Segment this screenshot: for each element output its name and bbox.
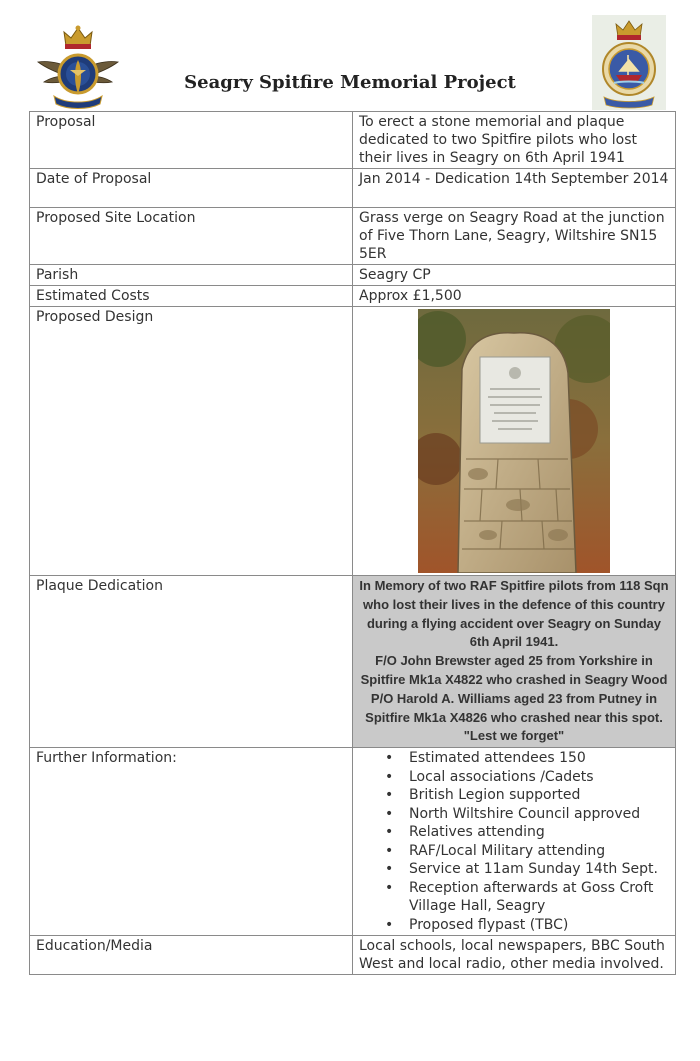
label-site-location: Proposed Site Location <box>30 208 353 265</box>
value-education-media: Local schools, local newspapers, BBC South West and local radio, other media involved. <box>353 936 676 975</box>
plaque-line: In Memory of two RAF Spitfire pilots from 118 Sqn who lost their lives in the defence of this country during a flying accident over Seagry on Sunday 6th April 1941. <box>359 578 669 650</box>
value-date-of-proposal: Jan 2014 - Dedication 14th September 2014 <box>353 169 676 208</box>
row-site-location <box>30 208 676 265</box>
label-further-information: Further Information: <box>30 748 353 936</box>
label-parish: Parish <box>30 265 353 286</box>
squadron-badge-icon <box>592 15 666 110</box>
list-item: • Reception afterwards at Goss Croft Village Hall, Seagry <box>409 879 669 916</box>
row-further-information <box>30 748 676 936</box>
value-estimated-costs: Approx £1,500 <box>353 286 676 307</box>
row-plaque-dedication <box>30 576 676 748</box>
plaque-line: P/O Harold A. Williams aged 23 from Putney in Spitfire Mk1a X4826 who crashed near this spot. <box>365 690 663 725</box>
label-education-media: Education/Media <box>30 936 353 975</box>
plaque-line: "Lest we forget" <box>463 728 565 744</box>
label-proposed-design: Proposed Design <box>30 307 353 576</box>
memorial-stone-photo <box>418 309 610 573</box>
row-education-media <box>30 936 676 975</box>
list-item: • Service at 11am Sunday 14th Sept. <box>409 860 669 879</box>
list-item: • Relatives attending <box>409 823 669 842</box>
row-proposed-design <box>30 307 676 576</box>
row-proposal <box>30 112 676 169</box>
label-proposal: Proposal <box>30 112 353 169</box>
document-title: Seagry Spitfire Memorial Project <box>184 72 516 93</box>
raf-crest-icon <box>36 24 120 116</box>
list-item: • Local associations /Cadets <box>409 768 669 787</box>
list-item: • Estimated attendees 150 <box>409 749 669 768</box>
value-proposal: To erect a stone memorial and plaque dedicated to two Spitfire pilots who lost their lives in Seagry on 6th April 1941 <box>353 112 676 169</box>
plaque-dedication-text <box>353 576 676 748</box>
label-estimated-costs: Estimated Costs <box>30 286 353 307</box>
label-date-of-proposal: Date of Proposal <box>30 169 353 208</box>
list-item: • North Wiltshire Council approved <box>409 805 669 824</box>
value-parish: Seagry CP <box>353 265 676 286</box>
further-information-list-cell <box>353 748 676 936</box>
value-site-location: Grass verge on Seagry Road at the junction of Five Thorn Lane, Seagry, Wiltshire SN15 5ER <box>353 208 676 265</box>
list-item: • RAF/Local Military attending <box>409 842 669 861</box>
plaque-line: F/O John Brewster aged 25 from Yorkshire in Spitfire Mk1a X4822 who crashed in Seagry Wood <box>360 653 668 687</box>
project-details-table <box>29 111 676 975</box>
design-cell <box>353 307 676 576</box>
row-estimated-costs <box>30 286 676 307</box>
row-parish <box>30 265 676 286</box>
label-plaque-dedication: Plaque Dedication <box>30 576 353 748</box>
list-item: • Proposed flypast (TBC) <box>409 916 669 935</box>
row-date-of-proposal <box>30 169 676 208</box>
list-item: • British Legion supported <box>409 786 669 805</box>
further-information-list <box>359 749 669 934</box>
